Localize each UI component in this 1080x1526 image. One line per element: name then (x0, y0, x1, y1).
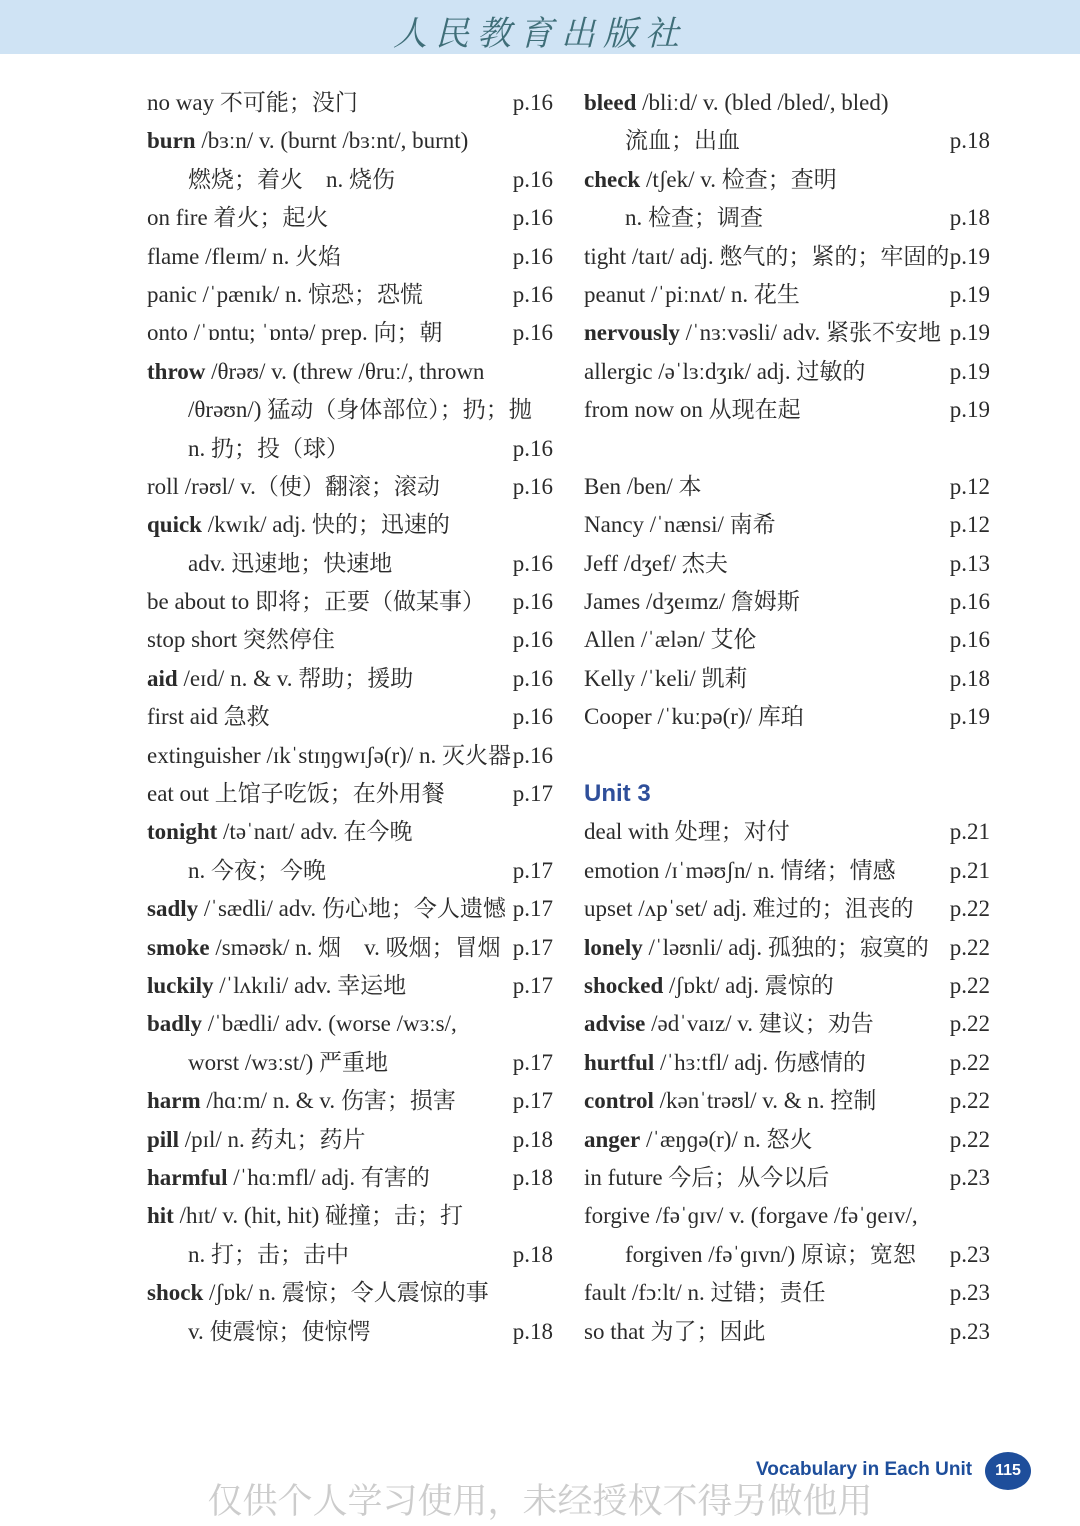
vocab-continuation-line (147, 161, 553, 199)
vocab-entry (147, 506, 553, 544)
entry-text: be about to 即将；正要（做某事） (147, 589, 485, 615)
vocab-entry (584, 161, 990, 199)
page-ref: p.23 (949, 1318, 990, 1344)
page-ref: p.18 (512, 1164, 553, 1190)
entry-text: /bliːd/ v. (bled /bled/, bled) (636, 90, 889, 115)
entry-text: /ˈlʌkɪli/ adv. 幸运地 (213, 972, 407, 998)
entry-text: Kelly /ˈkeli/ 凯莉 (584, 665, 748, 691)
vocab-entry (584, 238, 990, 276)
page-ref: p.18 (512, 1318, 553, 1344)
headword: control (584, 1088, 654, 1114)
entry-text: on fire 着火；起火 (147, 205, 329, 231)
vocab-entry (584, 276, 990, 314)
vocab-entry (147, 468, 553, 506)
entry-text: James /dʒeɪmz/ 詹姆斯 (584, 589, 800, 615)
vocab-entry (584, 1274, 990, 1312)
vocab-entry (584, 506, 990, 544)
entry-text: first aid 急救 (147, 704, 270, 730)
vocab-entry (584, 813, 990, 851)
vocab-entry (584, 1005, 990, 1043)
page-ref: p.17 (512, 1049, 553, 1075)
entry-text: /ˈsædli/ adv. 伤心地；令人遗憾 (198, 896, 506, 922)
headword: harmful (147, 1164, 228, 1190)
page-ref: p.12 (949, 512, 990, 538)
page-ref: p.17 (512, 934, 553, 960)
entry-text: fault /fɔːlt/ n. 过错；责任 (584, 1280, 826, 1306)
page-ref: p.17 (512, 781, 553, 807)
vocab-entry (584, 967, 990, 1005)
entry-text: emotion /ɪˈməʊʃn/ n. 情绪；情感 (584, 857, 896, 883)
vocab-entry (584, 890, 990, 928)
vocab-entry (147, 583, 553, 621)
vocab-entry (147, 276, 553, 314)
entry-text: Ben /ben/ 本 (584, 473, 702, 499)
entry-text: Cooper /ˈkuːpə(r)/ 库珀 (584, 704, 804, 730)
headword: smoke (147, 934, 210, 960)
vocab-continuation-line (584, 199, 990, 237)
page-ref: p.17 (512, 896, 553, 922)
vocab-entry (147, 353, 553, 391)
entry-text: n. 扔；投（球） (188, 435, 349, 461)
vocab-entry (147, 84, 553, 122)
vocab-entry (584, 1121, 990, 1159)
vocab-column-left (147, 84, 553, 1351)
headword: luckily (147, 972, 214, 998)
vocab-entry (584, 391, 990, 429)
page-ref: p.18 (949, 205, 990, 231)
entry-text: deal with 处理；对付 (584, 819, 790, 845)
page-ref: p.22 (949, 972, 990, 998)
entry-text: eat out 上馆子吃饭；在外用餐 (147, 781, 445, 807)
vocab-continuation-line (584, 1236, 990, 1274)
headword: nervously (584, 320, 680, 346)
vocab-entry (584, 698, 990, 736)
vocab-entry (584, 430, 990, 468)
entry-text: stop short 突然停住 (147, 627, 335, 653)
page-ref: p.16 (512, 205, 553, 231)
entry-text: in future 今后；从今以后 (584, 1164, 830, 1190)
page-ref: p.17 (512, 1088, 553, 1114)
vocab-entry (147, 238, 553, 276)
page-ref: p.23 (949, 1164, 990, 1190)
entry-text: /ʃɒkt/ adj. 震惊的 (663, 972, 834, 998)
page-ref: p.18 (512, 1126, 553, 1152)
page-ref: p.19 (949, 704, 990, 730)
entry-text: allergic /əˈlɜːdʒɪk/ adj. 过敏的 (584, 358, 866, 384)
vocab-entry (147, 1005, 553, 1043)
vocab-entry (584, 1159, 990, 1197)
entry-text: 燃烧；着火 n. 烧伤 (188, 166, 395, 192)
entry-text: tight /taɪt/ adj. 憋气的；紧的；牢固的 (584, 243, 950, 269)
page-ref: p.16 (949, 589, 990, 615)
vocab-entry (147, 967, 553, 1005)
vocab-entry (147, 1274, 553, 1312)
vocab-entry (584, 660, 990, 698)
entry-text: onto /ˈɒntu; ˈɒntə/ prep. 向；朝 (147, 320, 443, 346)
entry-text: /bɜːn/ v. (burnt /bɜːnt/, burnt) (195, 128, 469, 154)
page-ref: p.16 (512, 742, 553, 768)
page-ref: p.16 (512, 243, 553, 269)
page-ref: p.16 (512, 665, 553, 691)
headword: advise (584, 1011, 646, 1037)
vocab-entry (147, 1082, 553, 1120)
page-ref: p.19 (949, 397, 990, 423)
page-ref: p.16 (512, 550, 553, 576)
page-ref: p.16 (512, 627, 553, 653)
headword: bleed (584, 90, 637, 115)
entry-text: /θrəʊn/) 猛动（身体部位）；扔；抛 (188, 397, 532, 423)
page-ref: p.21 (949, 819, 990, 845)
page-ref: p.23 (949, 1241, 990, 1267)
vocab-entry (147, 199, 553, 237)
entry-text: 流血；出血 (625, 128, 740, 154)
entry-text: extinguisher /ɪkˈstɪŋɡwɪʃə(r)/ n. 灭火器 (147, 742, 511, 768)
headword: anger (584, 1126, 641, 1152)
vocab-continuation-line (147, 545, 553, 583)
entry-text: upset /ʌpˈset/ adj. 难过的；沮丧的 (584, 896, 914, 922)
vocab-entry (147, 621, 553, 659)
vocab-continuation-line (147, 430, 553, 468)
page-ref: p.16 (512, 589, 553, 615)
headword: shocked (584, 972, 664, 998)
vocab-entry (147, 122, 553, 160)
vocab-entry (584, 852, 990, 890)
vocab-entry (147, 890, 553, 928)
footer-section-title: Vocabulary in Each Unit (756, 1459, 973, 1480)
entry-text: /ˈæŋɡə(r)/ n. 怒火 (640, 1126, 813, 1152)
vocab-entry (584, 1082, 990, 1120)
page-ref: p.22 (949, 934, 990, 960)
entry-text: v. 使震惊；使惊愕 (188, 1318, 371, 1344)
page-ref: p.19 (949, 243, 990, 269)
vocab-continuation-line (584, 122, 990, 160)
vocab-entry (147, 660, 553, 698)
page-ref: p.13 (949, 550, 990, 576)
vocab-entry (584, 737, 990, 775)
entry-text: Allen /ˈælən/ 艾伦 (584, 627, 757, 653)
vocab-entry (584, 1197, 990, 1235)
headword: harm (147, 1088, 201, 1114)
headword: pill (147, 1126, 179, 1152)
vocab-entry (584, 583, 990, 621)
headword: sadly (147, 896, 199, 922)
page-ref: p.18 (949, 128, 990, 154)
watermark-text: 仅供个人学习使用，未经授权不得另做他用 (207, 1482, 873, 1522)
page-ref: p.22 (949, 1011, 990, 1037)
entry-text: /sməʊk/ n. 烟 v. 吸烟；冒烟 (209, 934, 501, 960)
entry-text: /pɪl/ n. 药丸；药片 (178, 1126, 366, 1152)
entry-text: /ˈhɜːtfl/ adj. 伤感情的 (654, 1049, 866, 1075)
page-ref: p.16 (949, 627, 990, 653)
entry-text: /ˈləʊnli/ adj. 孤独的；寂寞的 (642, 934, 929, 960)
entry-text: Nancy /ˈnænsi/ 南希 (584, 512, 776, 538)
entry-text: n. 检查；调查 (625, 205, 763, 231)
entry-text: worst /wɜːst/) 严重地 (188, 1049, 389, 1075)
page-ref: p.18 (949, 665, 990, 691)
page-ref: p.23 (949, 1280, 990, 1306)
page-ref: p.16 (512, 704, 553, 730)
headword: quick (147, 512, 202, 538)
vocab-entry (147, 737, 553, 775)
page-ref: p.16 (512, 90, 553, 115)
vocab-entry (147, 1197, 553, 1235)
page-ref: p.16 (512, 473, 553, 499)
page-number-badge: 115 (985, 1452, 1031, 1490)
entry-text: /eɪd/ n. & v. 帮助；援助 (177, 665, 414, 691)
vocab-entry (147, 314, 553, 352)
vocab-entry (584, 314, 990, 352)
entry-text: forgiven /fəˈɡɪvn/) 原谅；宽恕 (625, 1241, 916, 1267)
entry-text: adv. 迅速地；快速地 (188, 550, 393, 576)
vocab-entry (147, 929, 553, 967)
entry-text: peanut /ˈpiːnʌt/ n. 花生 (584, 281, 800, 307)
publisher-logo: 人民教育出版社 (393, 14, 687, 54)
vocab-continuation-line (147, 1044, 553, 1082)
page-ref: p.22 (949, 1088, 990, 1114)
vocab-entry (584, 353, 990, 391)
vocab-continuation-line (147, 852, 553, 890)
entry-text: roll /rəʊl/ v.（使）翻滚；滚动 (147, 473, 440, 499)
page-ref: p.22 (949, 1049, 990, 1075)
entry-text: /kwɪk/ adj. 快的；迅速的 (201, 512, 450, 538)
page-ref: p.19 (949, 358, 990, 384)
headword: lonely (584, 934, 643, 960)
entry-text: from now on 从现在起 (584, 397, 801, 423)
unit-heading: Unit 3 (584, 780, 651, 808)
entry-text: /ədˈvaɪz/ v. 建议；劝告 (645, 1011, 874, 1037)
entry-text: flame /fleɪm/ n. 火焰 (147, 243, 342, 269)
entry-text: /θrəʊ/ v. (threw /θruː/, thrown (205, 358, 485, 384)
entry-text: /hɑːm/ n. & v. 伤害；损害 (200, 1088, 456, 1114)
headword: badly (147, 1011, 202, 1037)
entry-text: /ˈhɑːmfl/ adj. 有害的 (227, 1164, 430, 1190)
vocab-entry (147, 1159, 553, 1197)
entry-text: /tʃek/ v. 检查；查明 (640, 166, 837, 192)
headword: hurtful (584, 1049, 655, 1075)
page-ref: p.19 (949, 320, 990, 346)
entry-text: n. 今夜；今晚 (188, 857, 326, 883)
publisher-header (0, 0, 1080, 54)
headword: aid (147, 665, 178, 691)
entry-text: /təˈnaɪt/ adv. 在今晚 (217, 819, 413, 845)
page-ref: p.16 (512, 281, 553, 307)
vocab-entry (584, 84, 990, 122)
entry-text: /hɪt/ v. (hit, hit) 碰撞；击；打 (173, 1203, 464, 1229)
headword: burn (147, 128, 196, 154)
vocab-entry (147, 813, 553, 851)
entry-text: forgive /fəˈɡɪv/ v. (forgave /fəˈɡeɪv/, (584, 1203, 918, 1229)
entry-text: /ʃɒk/ n. 震惊；令人震惊的事 (203, 1280, 489, 1306)
page-ref: p.16 (512, 166, 553, 192)
vocab-continuation-line (147, 1313, 553, 1351)
vocab-column-right (584, 84, 990, 1351)
vocab-entry (147, 698, 553, 736)
headword: throw (147, 358, 206, 384)
page-ref: p.21 (949, 857, 990, 883)
unit-heading-row (584, 775, 990, 813)
vocab-entry (147, 1121, 553, 1159)
page-ref: p.12 (949, 473, 990, 499)
page-ref: p.16 (512, 435, 553, 461)
vocab-entry (584, 621, 990, 659)
headword: tonight (147, 819, 218, 845)
headword: hit (147, 1203, 174, 1229)
vocab-continuation-line (147, 1236, 553, 1274)
entry-text: /ˈbædli/ adv. (worse /wɜːs/, (201, 1011, 457, 1037)
page-ref: p.17 (512, 972, 553, 998)
entry-text: so that 为了；因此 (584, 1318, 766, 1344)
vocab-entry (584, 468, 990, 506)
vocab-entry (147, 775, 553, 813)
vocab-entry (584, 1313, 990, 1351)
entry-text: no way 不可能；没门 (147, 90, 358, 115)
vocab-entry (584, 1044, 990, 1082)
page-ref: p.16 (512, 320, 553, 346)
entry-text: panic /ˈpænɪk/ n. 惊恐；恐慌 (147, 281, 423, 307)
headword: check (584, 166, 641, 192)
page-ref: p.22 (949, 896, 990, 922)
vocab-entry (584, 929, 990, 967)
entry-text: n. 打；击；击中 (188, 1241, 349, 1267)
page-ref: p.22 (949, 1126, 990, 1152)
headword: shock (147, 1280, 204, 1306)
page-ref: p.19 (949, 281, 990, 307)
vocab-continuation-line (147, 391, 553, 429)
entry-text: Jeff /dʒef/ 杰夫 (584, 550, 728, 576)
page-ref: p.17 (512, 857, 553, 883)
vocab-entry (584, 545, 990, 583)
entry-text: /kənˈtrəʊl/ v. & n. 控制 (653, 1088, 877, 1114)
entry-text: /ˈnɜːvəsli/ adv. 紧张不安地 (679, 320, 941, 346)
page-ref: p.18 (512, 1241, 553, 1267)
